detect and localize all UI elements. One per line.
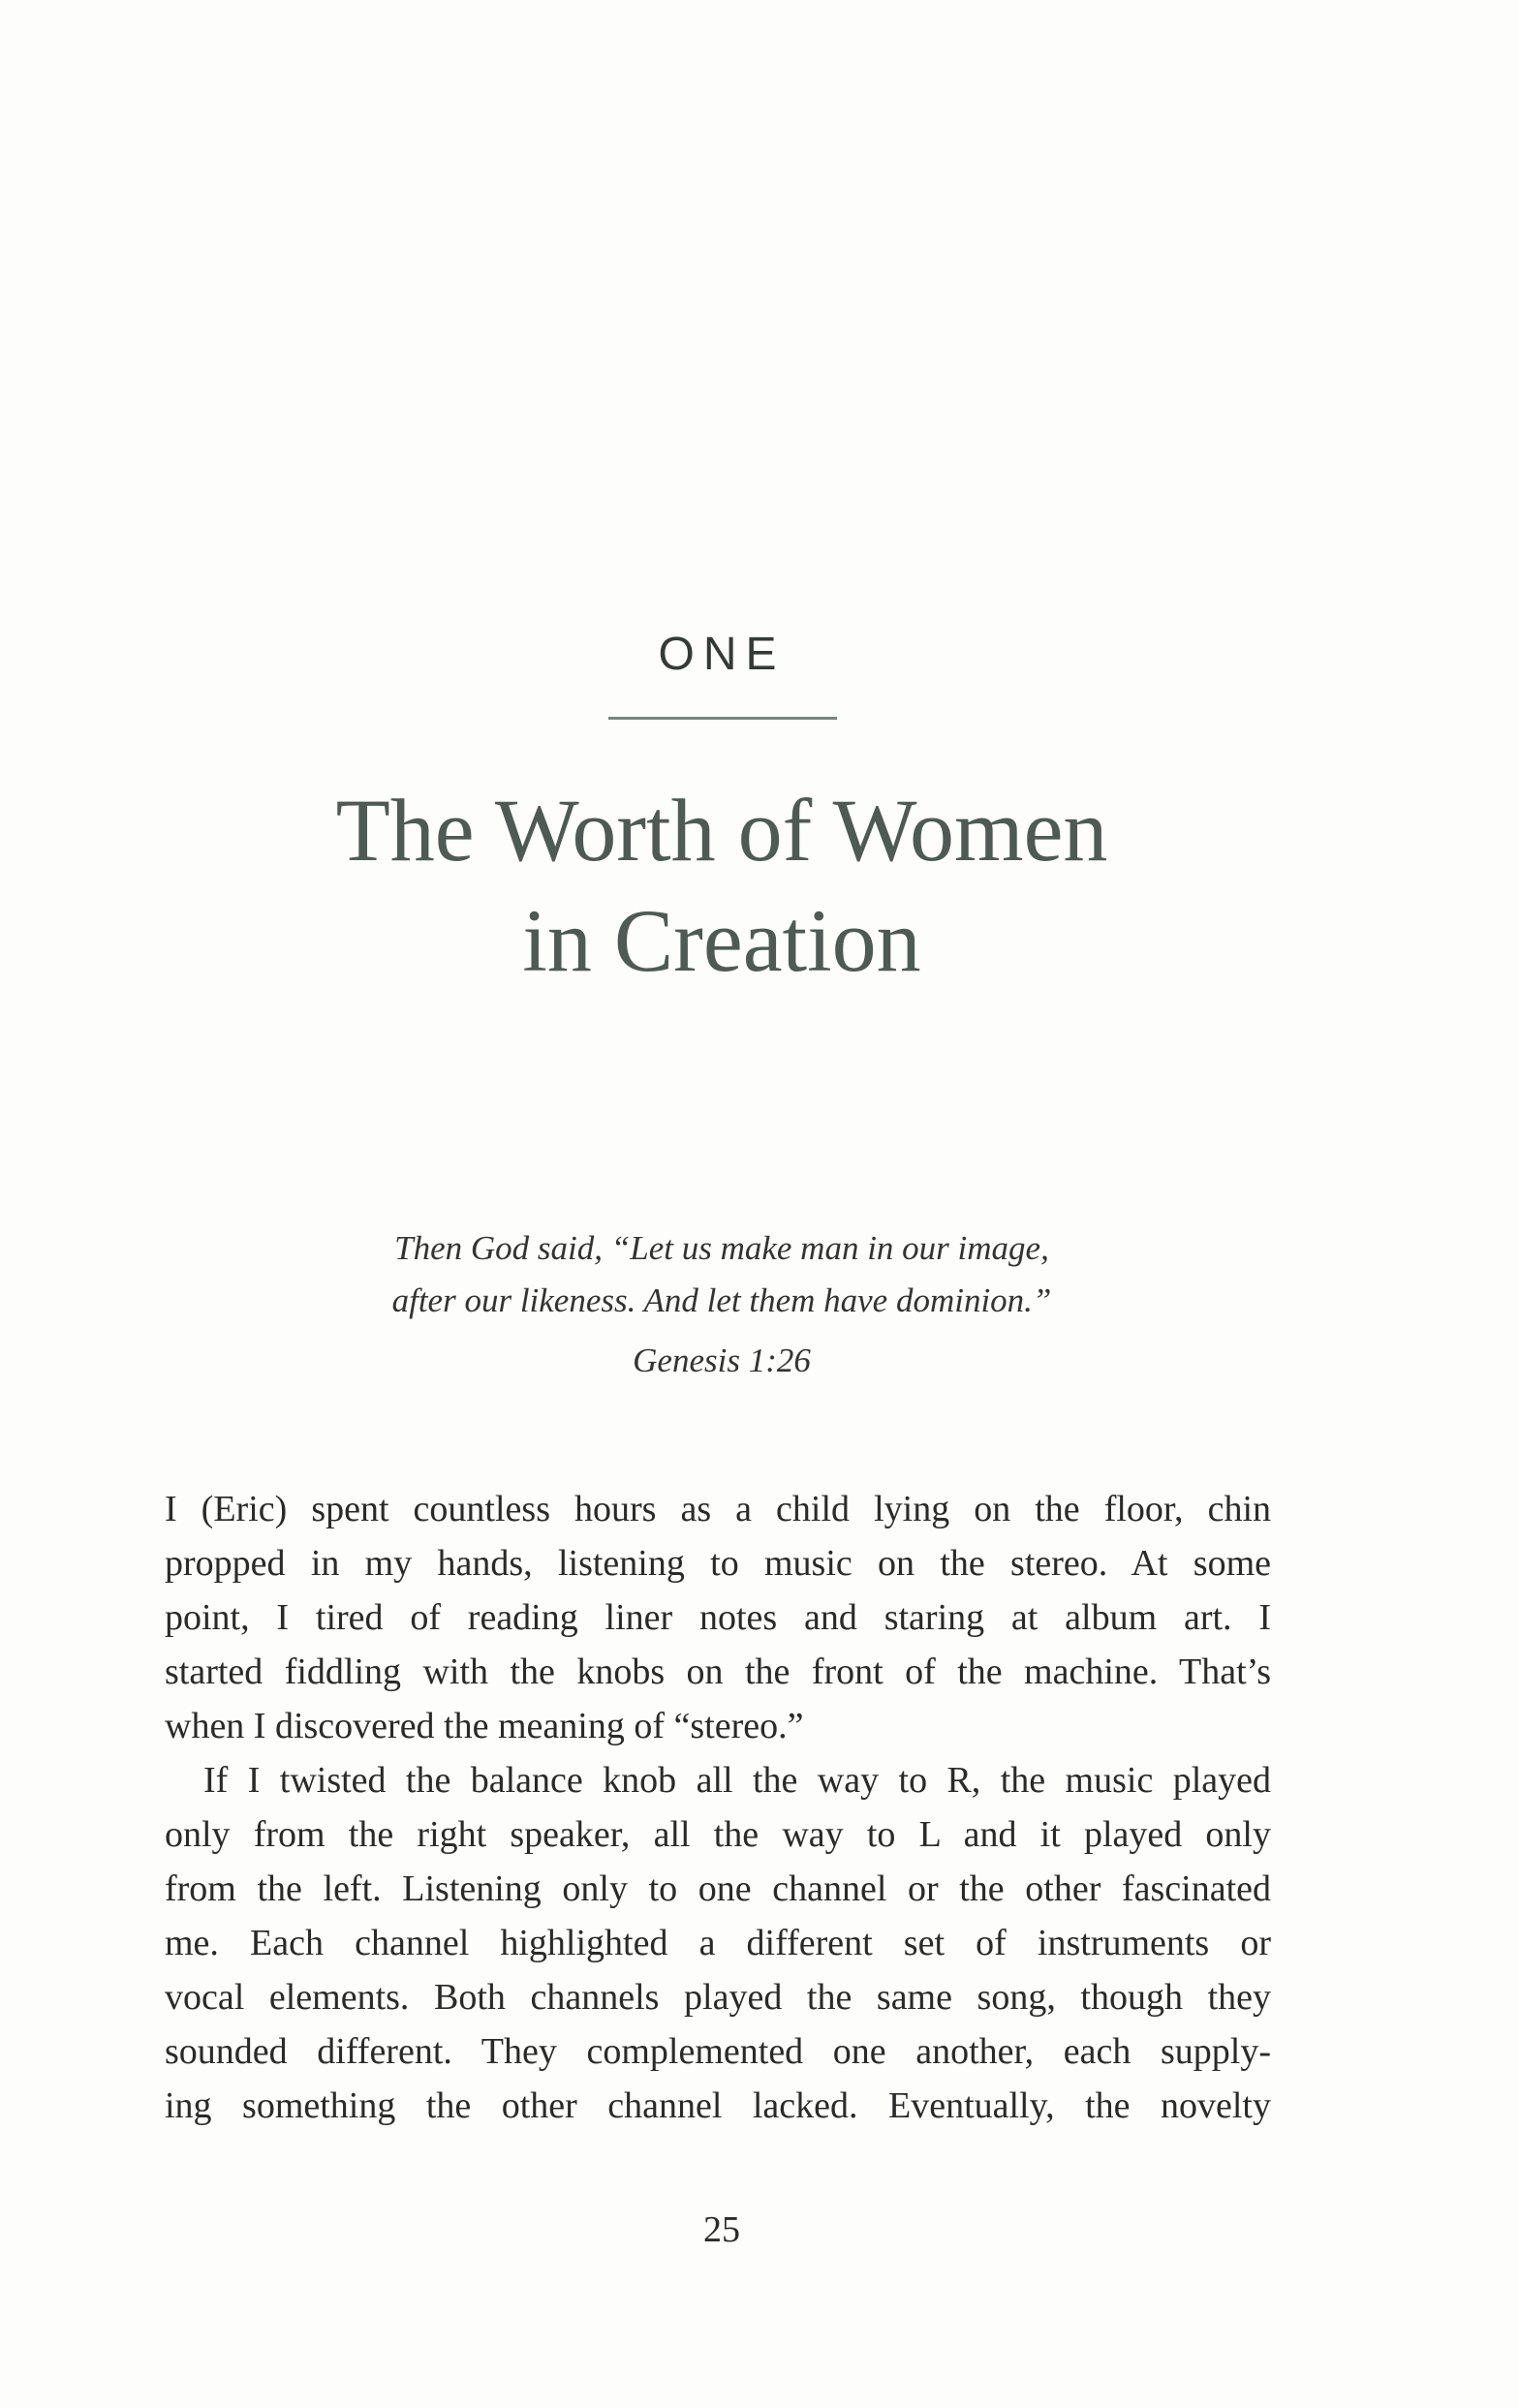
paragraph [165,1753,1271,2133]
body-text [165,1482,1271,2133]
text-line: point, I tired of reading liner notes and staring at album art. I [165,1597,1271,1638]
text-line: me. Each channel highlighted a different set of instruments or [165,1923,1271,1963]
text-line: If I twisted the balance knob all the way to R, the music played [203,1760,1271,1801]
text-line: from the left. Listening only to one channel or the other fascinated [165,1868,1271,1909]
text-line: only from the right speaker, all the way to L and it played only [165,1814,1271,1855]
paragraph [165,1482,1271,1753]
chapter-number: ONE [658,629,786,680]
text-line: I (Eric) spent countless hours as a child lying on the floor, chin [165,1489,1271,1529]
chapter-title-line: The Worth of Women [335,781,1108,880]
epigraph-line: Then God said, “Let us make man in our image, [394,1229,1049,1267]
text-line: when I discovered the meaning of “stereo.” [165,1706,804,1746]
text-line: propped in my hands, listening to music on the stereo. At some [165,1543,1271,1584]
chapter-title [0,775,1443,996]
epigraph [0,1222,1443,1387]
text-line: ing something the other channel lacked. Eventually, the novelty [165,2085,1271,2126]
text-line: sounded different. They complemented one another, each supply- [165,2031,1271,2072]
text-line: vocal elements. Both channels played the same song, though they [165,1977,1271,2018]
text-line: started fiddling with the knobs on the front of the machine. That’s [165,1652,1271,1692]
epigraph-source: Genesis 1:26 [633,1342,811,1379]
epigraph-line: after our likeness. And let them have dominion.” [391,1281,1052,1319]
chapter-title-line: in Creation [522,891,921,990]
chapter-divider [608,717,837,720]
page-number: 25 [703,2209,740,2250]
